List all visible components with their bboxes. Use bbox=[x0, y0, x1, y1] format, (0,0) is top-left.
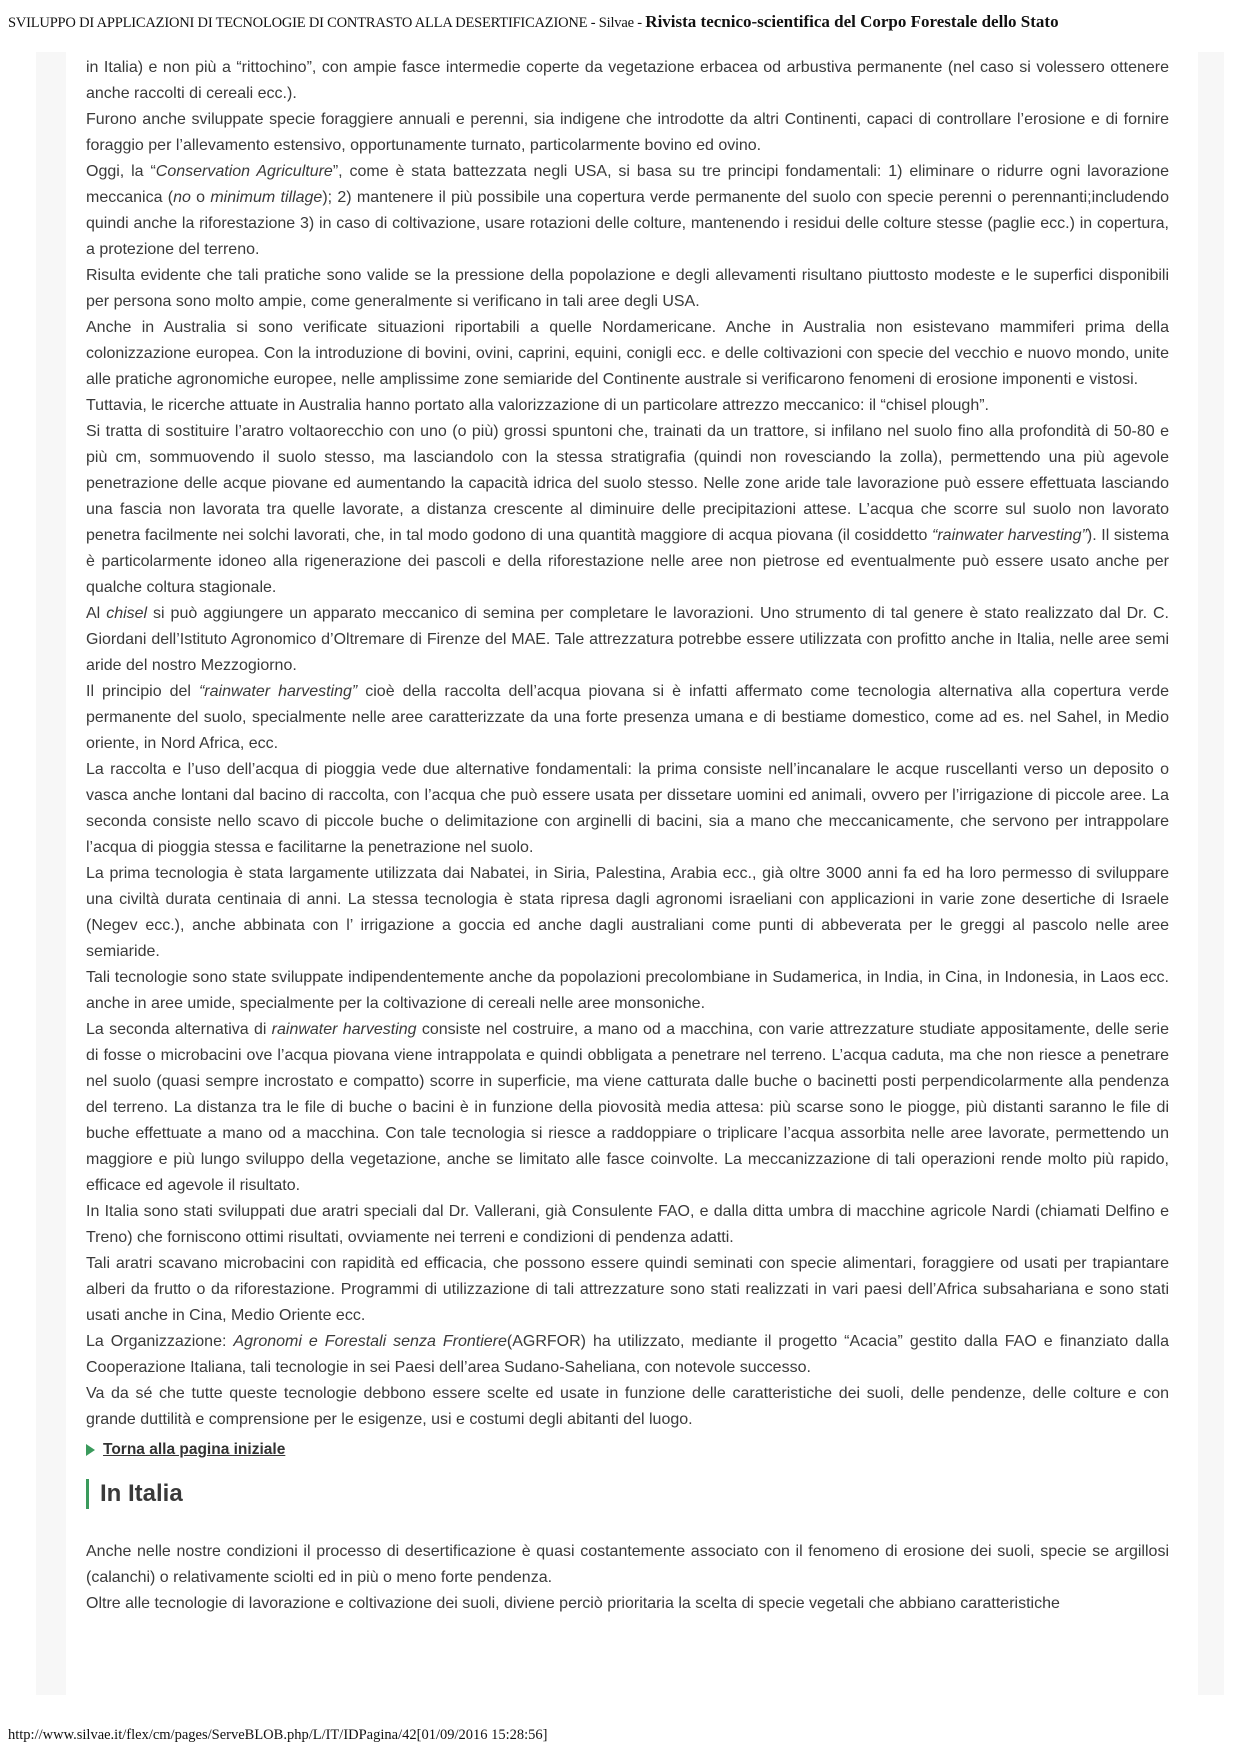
paragraph: Al chisel si può aggiungere un apparato meccanico di semina per completare le lavorazioni. Uno strumento di tal genere è stato realizzato dal Dr. C. Giordani dell’Istituto Agronomico d’Oltremare di Firenze del MAE. Tale attrezzatura potrebbe essere utilizzata con profitto anche in Italia, nelle aree semi aride del nostro Mezzogiorno. bbox=[86, 605, 1169, 674]
header-journal-title: Rivista tecnico-scientifica del Corpo Forestale dello Stato bbox=[645, 12, 1059, 31]
paragraph: Furono anche sviluppate specie foraggiere annuali e perenni, sia indigene che introdotte da altri Continenti, capaci di controllare l’erosione e di fornire foraggio per l’allevamento estensivo, opportunamente turnato, particolarmente bovino ed ovino. bbox=[86, 111, 1169, 154]
back-to-home bbox=[86, 1437, 1169, 1463]
paragraph: Si tratta di sostituire l’aratro voltaorecchio con uno (o più) grossi spuntoni che, trainati da un trattore, si infilano nel suolo fino alla profondità di 50-80 e più cm, sommuovendo il suolo stesso, ma lasciandolo con la stessa stratigrafia (quindi non rovesciando la zolla), permettendo una più agevole penetrazione delle acque piovane ed aumentando la capacità idrica del suolo stesso. Nelle zone aride tale lavorazione può essere effettuata lasciando una fascia non lavorata tra quelle lavorate, a distanza crescente al diminuire delle precipitazioni attese. L’acqua che scorre sul suolo non lavorato penetra facilmente nei solchi lavorati, che, in tal modo godono di una quantità maggiore di acqua piovana (il cosiddetto “rainwater harvesting”). Il sistema è particolarmente idoneo alla rigenerazione dei pascoli e della riforestazione nelle aree non pietrose ed eventualmente può essere usato anche per qualche coltura stagionale. bbox=[86, 423, 1169, 596]
print-footer-url: http://www.silvae.it/flex/cm/pages/ServeBLOB.php/L/IT/IDPagina/42[01/09/2016 15:28:56] bbox=[8, 1727, 548, 1743]
paragraph: Va da sé che tutte queste tecnologie debbono essere scelte ed usate in funzione delle caratteristiche dei suoli, delle pendenze, delle colture e con grande duttilità e comprensione per le esigenze, usi e costumi degli abitanti del luogo. bbox=[86, 1385, 1169, 1428]
paragraph: La seconda alternativa di rainwater harvesting consiste nel costruire, a mano od a macchina, con varie attrezzature studiate appositamente, delle serie di fosse o microbacini ove l’acqua piovana viene intrappolata e quindi obbligata a penetrare nel terreno. L’acqua caduta, ma che non riesce a penetrare nel suolo (quasi sempre incrostato e compatto) scorre in superficie, ma viene catturata dalle buche o bacinetti posti perpendicolarmente alla pendenza del terreno. La distanza tra le file di buche o bacini è in funzione della piovosità media attesa: più scarse sono le piogge, più distanti saranno le file di buche effettuate a mano od a macchina. Con tale tecnologia si riesce a raddoppiare o triplicare l’acqua assorbita nelle aree lavorate, permettendo un maggiore e più lungo sviluppo della vegetazione, anche se limitato alle fasce coinvolte. La meccanizzazione di tali operazioni rende molto più rapido, efficace ed agevole il risultato. bbox=[86, 1021, 1170, 1194]
back-to-home-link[interactable]: Torna alla pagina iniziale bbox=[103, 1441, 286, 1458]
paragraph: in Italia) e non più a “rittochino”, con ampie fasce intermedie coperte da vegetazione erbacea od arbustiva permanente (nel caso si volessero ottenere anche raccolti di cereali ecc.). bbox=[86, 59, 1169, 102]
paragraph: Tuttavia, le ricerche attuate in Australia hanno portato alla valorizzazione di un particolare attrezzo meccanico: il “chisel plough”. bbox=[86, 397, 989, 414]
paragraph: La raccolta e l’uso dell’acqua di pioggia vede due alternative fondamentali: la prima consiste nell’incanalare le acque ruscellanti verso un deposito o vasca anche lontani dal bacino di raccolta, con l’acqua che può essere usata per dissetare uomini ed animali, ovvero per l’irrigazione di piccole aree. La seconda consiste nello scavo di piccole buche o delimitazione con arginelli di bacini, sia a mano che meccanicamente, che servono per intrappolare l’acqua di pioggia stessa e facilitarne la penetrazione nel suolo. bbox=[86, 761, 1169, 856]
arrow-right-icon bbox=[86, 1444, 95, 1456]
left-page-rail bbox=[36, 52, 66, 1695]
paragraph: Oggi, la “Conservation Agriculture”, come è stata battezzata negli USA, si basa su tre principi fondamentali: 1) eliminare o ridurre ogni lavorazione meccanica (no o minimum tillage); 2) mantenere il più possibile una copertura verde permanente del suolo con specie perenni o perennanti;includendo quindi anche la riforestazione 3) in caso di coltivazione, usare rotazioni delle colture, mantenendo i residui delle colture stesse (paglie ecc.) in copertura, a protezione del terreno. bbox=[86, 163, 1170, 258]
paragraph: Anche in Australia si sono verificate situazioni riportabili a quelle Nordamericane. Anche in Australia non esistevano mammiferi prima della colonizzazione europea. Con la introduzione di bovini, ovini, caprini, equini, conigli ecc. e delle coltivazioni con specie del vecchio e nuovo mondo, unite alle pratiche agronomiche europee, nelle amplissime zone semiaride del Continente australe si verificarono fenomeni di erosione imponenti e vistosi. bbox=[86, 319, 1169, 388]
paragraph: La prima tecnologia è stata largamente utilizzata dai Nabatei, in Siria, Palestina, Arabia ecc., già oltre 3000 anni fa ed ha loro permesso di sviluppare una civiltà durata centinaia di anni. La stessa tecnologia è stata ripresa dagli agronomi israeliani con applicazioni in varie zone desertiche di Israele (Negev ecc.), anche abbinata con l’ irrigazione a goccia ed anche dagli australiani come punti di abbeverata per le greggi al pascolo nelle aree semiaride. bbox=[86, 865, 1169, 960]
paragraph: Oltre alle tecnologie di lavorazione e coltivazione dei suoli, diviene perciò prioritaria la scelta di specie vegetali che abbiano caratteristiche bbox=[86, 1595, 1060, 1612]
paragraph: Anche nelle nostre condizioni il processo di desertificazione è quasi costantemente associato con il fenomeno di erosione dei suoli, specie se argillosi (calanchi) o relativamente sciolti ed in più o meno forte pendenza. bbox=[86, 1543, 1169, 1586]
paragraph: La Organizzazione: Agronomi e Forestali senza Frontiere(AGRFOR) ha utilizzato, mediante il progetto “Acacia” gestito dalla FAO e finanziato dalla Cooperazione Italiana, tali tecnologie in sei Paesi dell’area Sudano-Saheliana, con notevole successo. bbox=[86, 1333, 1169, 1376]
right-page-rail bbox=[1198, 52, 1224, 1695]
section-heading: In Italia bbox=[86, 1479, 1169, 1509]
paragraph: Il principio del “rainwater harvesting” cioè della raccolta dell’acqua piovana si è infatti affermato come tecnologia alternativa alla copertura verde permanente del suolo, specialmente nelle aree caratterizzate da una forte presenza umana e di bestiame domestico, come ad es. nel Sahel, in Medio oriente, in Nord Africa, ecc. bbox=[86, 683, 1169, 752]
print-header bbox=[8, 12, 1236, 32]
paragraph: Tali tecnologie sono state sviluppate indipendentemente anche da popolazioni precolombiane in Sudamerica, in India, in Cina, in Indonesia, in Laos ecc. anche in aree umide, specialmente per la coltivazione di cereali nelle aree monsoniche. bbox=[86, 969, 1169, 1012]
article-content bbox=[86, 55, 1169, 1617]
paragraph: Risulta evidente che tali pratiche sono valide se la pressione della popolazione e degli allevamenti risultano piuttosto modeste e le superfici disponibili per persona sono molto ampie, come generalmente si verificano in tali aree degli USA. bbox=[86, 267, 1169, 310]
paragraph: In Italia sono stati sviluppati due aratri speciali dal Dr. Vallerani, già Consulente FAO, e dalla ditta umbra di macchine agricole Nardi (chiamati Delfino e Treno) che forniscono ottimi risultati, ovviamente nei terreni e condizioni di pendenza adatti. bbox=[86, 1203, 1169, 1246]
paragraph: Tali aratri scavano microbacini con rapidità ed efficacia, che possono essere quindi seminati con specie alimentari, foraggiere od usati per trapiantare alberi da frutto o da riforestazione. Programmi di utilizzazione di tali attrezzature sono stati realizzati in vari paesi dell’Africa subsahariana e sono stati usati anche in Cina, Medio Oriente ecc. bbox=[86, 1255, 1169, 1324]
header-document-title: SVILUPPO DI APPLICAZIONI DI TECNOLOGIE DI CONTRASTO ALLA DESERTIFICAZIONE - Silvae - bbox=[8, 15, 646, 31]
